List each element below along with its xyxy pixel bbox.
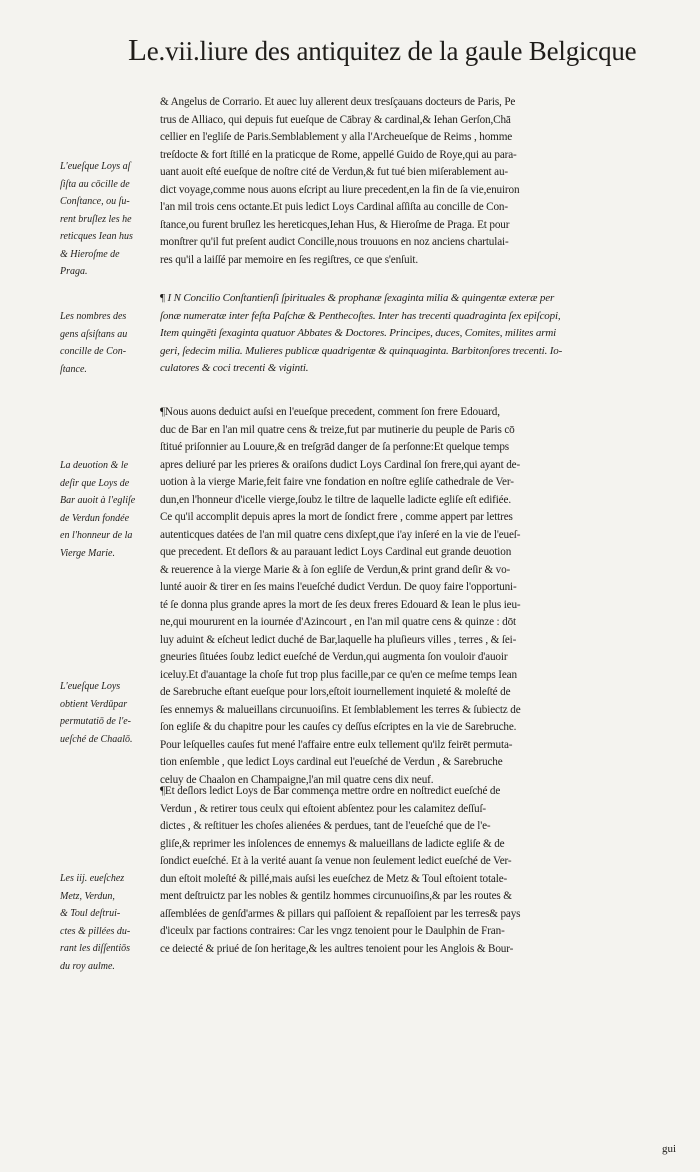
paragraph-1 (160, 94, 683, 269)
margin-line: & Hieroſme de (60, 248, 120, 260)
margin-line: La deuotion & le (60, 460, 129, 471)
text-line: té ſe donna plus grande apres la mort de ſes deux freres Edouard & Iean le plus ieu- (160, 598, 521, 611)
margin-line: obtient Verdūpar (60, 698, 128, 710)
text-line: Item quingēti ſexaginta quatuor Abbates & Doctores. Principes, duces, Comites, milites armi (160, 327, 557, 339)
header-initial: L (128, 32, 147, 67)
text-line: geri, ſedecim milia. Mulieres publicæ quadrigentæ & quinquaginta. Barbitonſores trecenti. Io- (160, 344, 563, 357)
text-line: dict voyage,comme nous auons eſcript au liure precedent,en la fin de ſa vie,enuiron (160, 183, 520, 196)
margin-line: rant les diſſentiōs (60, 943, 130, 954)
margin-line: deſir que Loys de (60, 477, 130, 489)
catchword: gui (662, 1143, 677, 1155)
margin-line: concille de Con- (60, 346, 127, 357)
text-line: monſtrer qu'il fut preſent audict Concille,nous trouuons en noz anciens chartulai- (160, 236, 509, 248)
margin-note-3 (60, 457, 158, 562)
margin-line: Praga. (60, 266, 88, 277)
margin-line: de Verdun fondée (60, 512, 130, 524)
text-line: autenticques datées de l'an mil quatre cens dixſept,que i'ay inſeré en la vie de l'eueſ- (160, 528, 521, 541)
margin-line: gens aſsiſtans au (60, 328, 128, 340)
text-line: dun eſtoit moleſté & pillé,mais auſsi les eueſchez de Metz & Toul eſtoient totale- (160, 872, 508, 885)
margin-line: L'eueſque Loys aſ (60, 161, 131, 172)
margin-line: rent bruſlez les he (60, 213, 132, 225)
margin-note-5 (60, 870, 158, 975)
text-line: duc de Bar en l'an mil quatre cens & treize,fut par mutinerie du peuple de Paris cō (160, 423, 515, 436)
text-line (160, 290, 683, 308)
running-header (128, 34, 648, 67)
margin-line: Les iij. eueſchez (60, 873, 125, 884)
line-text: Nous auons deduict auſsi en l'eueſque precedent, comment ſon frere Edouard, (164, 406, 500, 418)
text-line: gliſe,& reprimer les inſolences de ennemys & malueillans de ladicte egliſe & de (160, 837, 505, 850)
text-line: luy aduint & eſcheut ledict duché de Bar,laquelle ha pluſieurs villes , terres , & ſei- (160, 633, 517, 646)
margin-line: en l'honneur de la (60, 530, 133, 541)
text-line: tion enſemble , que ledict Loys cardinal eut l'eueſché de Verdun , & Sarebruche (160, 756, 503, 768)
text-line: de Sarebruche eſtant eueſque pour lors,eſtoit iournellement inquieté & moleſté de (160, 686, 511, 698)
margin-line: Metz, Verdun, (60, 890, 115, 902)
margin-line: ctes & pillées du- (60, 925, 131, 937)
pilcrow-icon: ¶ (160, 785, 165, 797)
margin-line: ſiſta au cōcille de (60, 178, 130, 190)
margin-note-4 (60, 678, 158, 748)
text-line: ſon egliſe & du chapitre pour les cauſes cy deſſus eſcriptes en la vie de Sarebruche. (160, 721, 517, 733)
text-line: ſonæ numeratæ inter feſta Paſchæ & Penthecoſtes. Inter has trecenti quadraginta ſex epiſcopi, (160, 309, 561, 322)
paragraph-3 (160, 404, 683, 789)
text-line: apres deliuré par les prieres & oraiſons dudict Loys Cardinal ſon frere,qui ayant de- (160, 458, 521, 471)
margin-line: & Toul deſtrui- (60, 908, 121, 919)
margin-line: Les nombres des (60, 311, 127, 322)
text-line: culatores & coci trecenti & viginti. (160, 362, 309, 374)
margin-line: ueſché de Chaalō. (60, 733, 133, 745)
text-line: que precedent. Et deſlors & au parauant ledict Loys Cardinal eut grande deuotion (160, 546, 512, 558)
margin-line: permutatiō de l'e- (60, 716, 132, 727)
paragraph-2-latin (160, 290, 683, 378)
text-line: iceluy.Et d'auantage la choſe fut trop plus facille,par ce qu'en ce meſme temps Iean (160, 668, 517, 681)
text-line: dun,en l'honneur d'icelle vierge,ſoubz le tiltre de laquelle ladicte egliſe eſt edifiée. (160, 493, 511, 506)
text-line: & Angelus de Corrario. Et auec luy allerent deux tresſçauans docteurs de Paris, Pe (160, 96, 516, 108)
text-line: trus de Alliaco, qui depuis fut eueſque de Cābray & cardinal,& Iehan Gerſon,Chā (160, 113, 511, 126)
text-line: dictes , & reſtituer les choſes alienées & perdues, tant de l'eueſché que de l'e- (160, 820, 491, 832)
text-line: uant auoit eſté eueſque de noſtre cité de Verdun,& fut tué bien miſerablement au- (160, 166, 508, 178)
text-line: Pour leſquelles cauſes fut mené l'affaire entre eulx tellement qu'ilz feirēt permuta- (160, 738, 513, 751)
margin-line: ſtance. (60, 363, 87, 375)
header-text: e.vii.liure des antiquitez de la gaule Belgicque (146, 36, 637, 66)
text-line: uotion à la vierge Marie,feit faire vne fondation en noſtre egliſe cathedrale de Ver- (160, 476, 514, 488)
text-line (160, 404, 683, 422)
text-line: l'an mil trois cens octante.Et puis ledict Loys Cardinal aſſiſta au concille de Con- (160, 201, 508, 213)
text-line: res qu'il a laiſſé par memoire en ſes regiſtres, ce que s'enſuit. (160, 253, 419, 266)
text-line: ment deſtruictz par les nobles & gentilz hommes circunuoiſins,& par les routes & (160, 890, 512, 902)
text-line: gneuries ſituées ſoubz ledict eueſché de Verdun,qui augmenta ſon vouloir d'auoir (160, 651, 508, 663)
text-line: Ce qu'il accomplit depuis apres la mort de ſondict frere , comme appert par lettres (160, 511, 513, 523)
text-line: aſſemblées de genſd'armes & pillars qui paſſoient & repaſſoient par les terres& pays (160, 907, 521, 920)
text-line: celuy de Chaalon en Champaigne,l'an mil quatre cens dix neuf. (160, 773, 434, 786)
margin-line: Bar auoit à l'egliſe (60, 495, 136, 506)
margin-line: Conſtance, ou ſu- (60, 196, 130, 207)
paragraph-4 (160, 783, 683, 958)
text-line: lunté auoir & tirer en ſes mains l'eueſché dudict Verdun. De quoy faire l'opportuni- (160, 581, 517, 593)
text-line: ſtance,ou furent bruſlez les hereticques,Iehan Hus, & Hieroſme de Praga. Et pour (160, 218, 510, 231)
text-line: treſdocte & fort ſtillé en la praticque de Rome, appellé Guido de Roye,qui au para- (160, 148, 517, 161)
line-text: I N Concilio Conſtantienſi ſpirituales & prophanæ ſexaginta milia & quingentæ exteræ per (167, 292, 555, 304)
pilcrow-icon: ¶ (160, 406, 165, 418)
margin-line: du roy aulme. (60, 960, 115, 972)
text-line: & reuerence à la vierge Marie & à ſon egliſe de Verdun,& print grand deſir & vo- (160, 563, 511, 576)
margin-note-1 (60, 158, 158, 281)
margin-line: L'eueſque Loys (60, 681, 121, 692)
text-line: ſtitué priſonnier au Louure,& en treſgrād danger de ſa perſonne:Et quelque temps (160, 441, 509, 453)
margin-line: Vierge Marie. (60, 547, 115, 559)
margin-note-2 (60, 308, 158, 378)
text-line: d'iceulx par factions contraires: Car les vngz tenoient pour le Daulphin de Fran- (160, 925, 505, 937)
margin-line: reticques Iean hus (60, 231, 133, 242)
line-text: Et deſlors ledict Loys de Bar commença mettre ordre en noſtredict eueſché de (164, 785, 501, 797)
text-line: ſes ennemys & malueillans circunuoiſins. Et ſemblablement les terres & ſubiectz de (160, 703, 521, 716)
text-line: Verdun , & retirer tous ceulx qui eſtoient abſentez pour les calamitez deſſuſ- (160, 802, 486, 815)
text-line: ne,qui moururent en la iournée d'Azincourt , en l'an mil quatre cens & quinze : dōt (160, 616, 516, 628)
text-line: cellier en l'egliſe de Paris.Semblablement y alla l'Archeueſque de Reims , homme (160, 131, 513, 143)
text-line (160, 783, 683, 801)
text-line: ce deiecté & priué de ſon heritage,& les aultres tenoient pour les Anglois & Bour- (160, 942, 514, 955)
pilcrow-icon: ¶ (160, 292, 165, 304)
text-line: ſondict eueſché. Et à la verité auant ſa venue non ſeulement ledict eueſché de Ver- (160, 855, 512, 867)
